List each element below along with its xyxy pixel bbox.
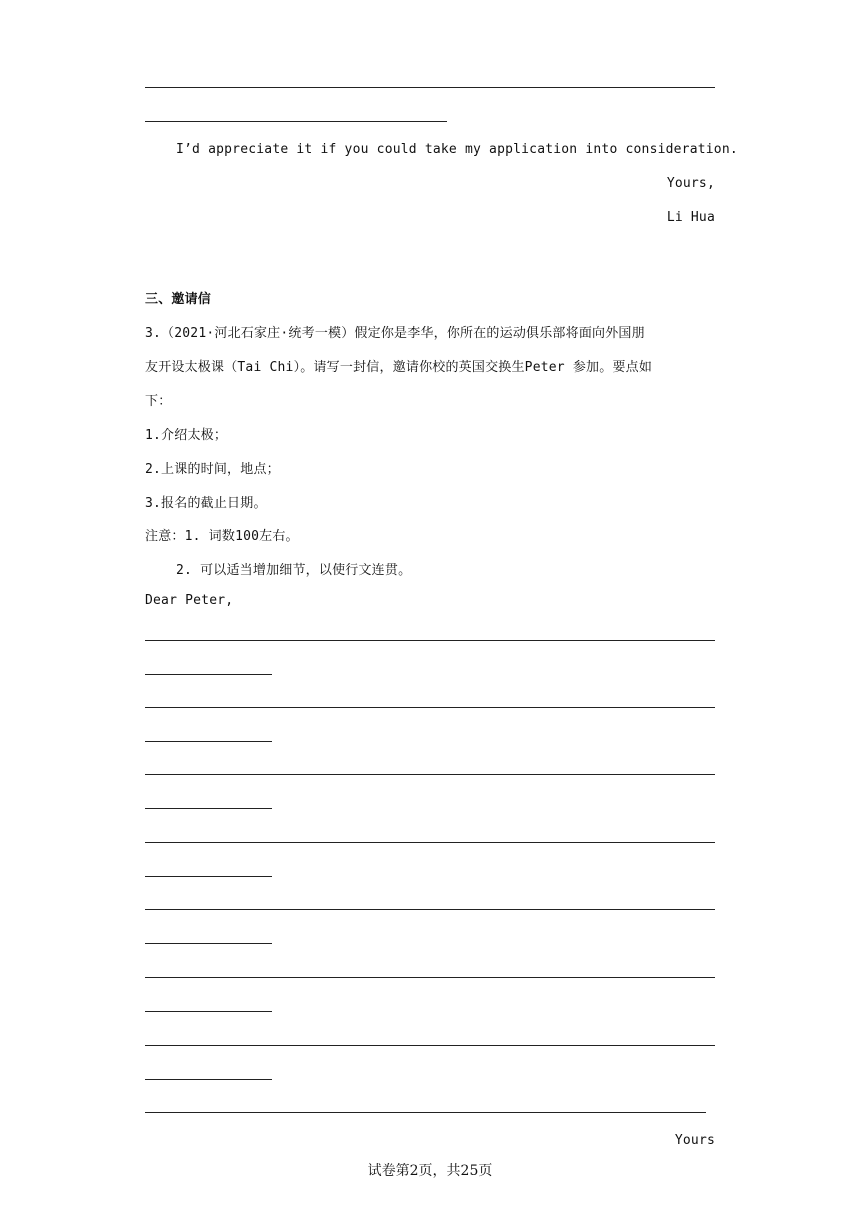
- question-text-line-2: 友开设太极课（Tai Chi）。请写一封信，邀请你校的英国交换生Peter 参加。要点如: [145, 360, 653, 375]
- note-line-1: 注意：1. 词数100左右。: [145, 529, 299, 544]
- answer-line-short: [145, 741, 272, 742]
- answer-line: [145, 707, 715, 708]
- answer-line: [145, 774, 715, 775]
- question-text-line-3: 下：: [145, 394, 172, 409]
- answer-line-short: [145, 674, 272, 675]
- closing-yours: Yours: [674, 1133, 715, 1148]
- answer-line: [145, 842, 715, 843]
- answer-line-short: [145, 808, 272, 809]
- point-1: 1.介绍太极；: [145, 428, 228, 443]
- answer-line-short: [145, 1011, 272, 1012]
- answer-line-short: [145, 121, 447, 122]
- sign-off: Yours,: [666, 176, 715, 191]
- answer-line: [145, 1045, 715, 1046]
- point-2: 2.上课的时间，地点；: [145, 462, 280, 477]
- answer-line: [145, 640, 715, 641]
- signature: Li Hua: [666, 210, 715, 225]
- question-text-line-1: 3.（2021·河北石家庄·统考一模）假定你是李华，你所在的运动俱乐部将面向外国朋: [145, 326, 645, 341]
- section-heading: 三、邀请信: [145, 292, 212, 307]
- page-footer: 试卷第2页，共25页: [367, 1163, 493, 1179]
- answer-line-short: [145, 943, 272, 944]
- salutation: Dear Peter,: [145, 593, 234, 608]
- answer-line-short: [145, 876, 272, 877]
- answer-line: [145, 909, 715, 910]
- answer-line: [145, 977, 715, 978]
- note-line-2: 2. 可以适当增加细节，以使行文连贯。: [176, 563, 412, 578]
- closing-sentence: I’d appreciate it if you could take my application into consideration.: [176, 142, 738, 157]
- answer-line: [145, 87, 715, 88]
- point-3: 3.报名的截止日期。: [145, 496, 267, 511]
- answer-line-short: [145, 1079, 272, 1080]
- answer-line: [145, 1112, 706, 1113]
